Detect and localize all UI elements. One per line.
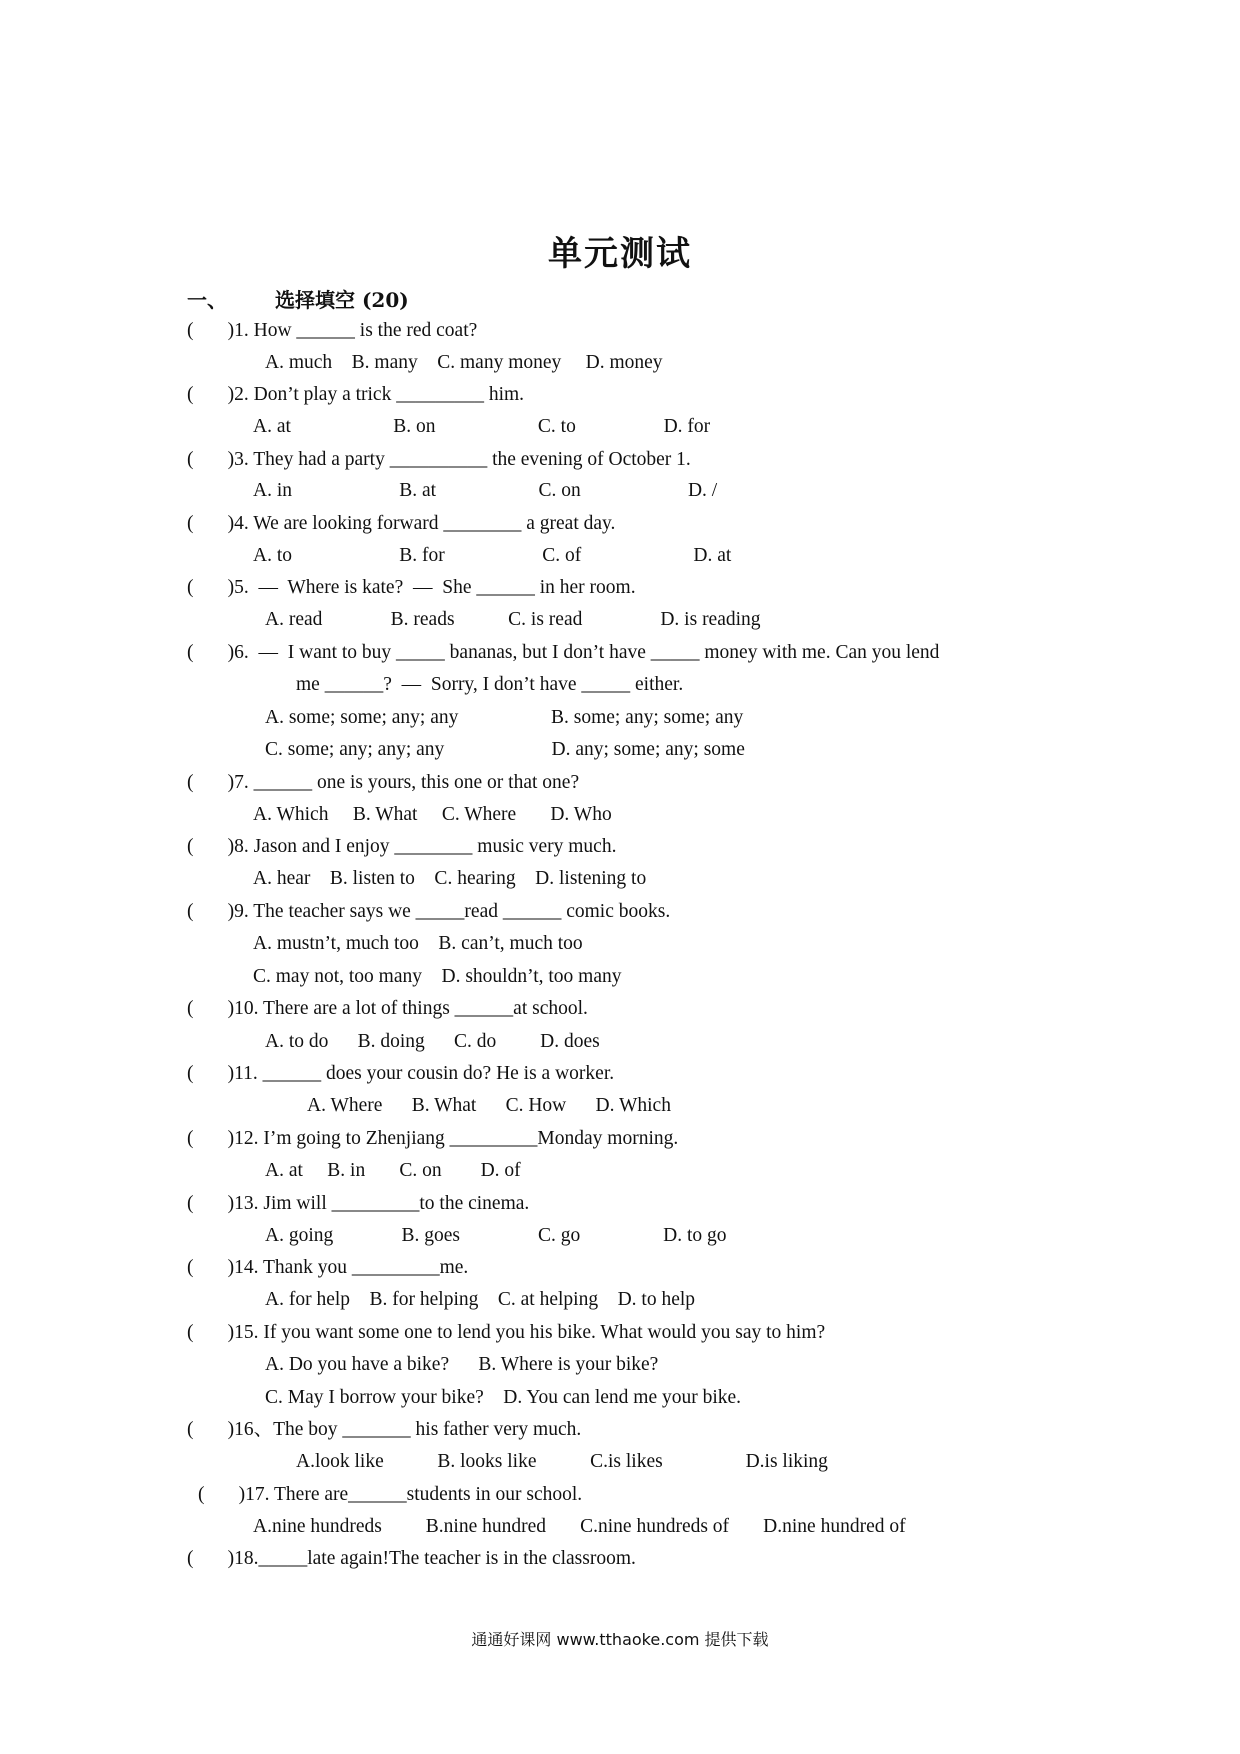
option-line: A. hear B. listen to C. hearing D. listening to: [253, 868, 647, 889]
option-line: A. at B. on C. to D. for: [253, 416, 711, 437]
question-line: ( )3. They had a party __________ the evening of October 1.: [187, 449, 691, 470]
option-line: C. some; any; any; any D. any; some; any; some: [265, 739, 745, 760]
question-line: ( )2. Don’t play a trick _________ him.: [187, 384, 525, 405]
option-line: A. to B. for C. of D. at: [253, 545, 732, 566]
question-line: ( )13. Jim will _________to the cinema.: [187, 1193, 530, 1214]
question-line: ( )15. If you want some one to lend you his bike. What would you say to him?: [187, 1322, 826, 1343]
option-line: A. some; some; any; any B. some; any; some; any: [265, 707, 744, 728]
option-line: A. mustn’t, much too B. can’t, much too: [253, 933, 583, 954]
question-line: ( )11. ______ does your cousin do? He is a worker.: [187, 1063, 615, 1084]
question-line: ( )16、The boy _______ his father very much.: [187, 1419, 582, 1440]
footer-credit: 通通好课网 www.tthaoke.com 提供下载: [471, 1630, 769, 1649]
question-line: ( )8. Jason and I enjoy ________ music very much.: [187, 836, 617, 857]
question-line: ( )7. ______ one is yours, this one or that one?: [187, 772, 580, 793]
question-continuation: me ______? — Sorry, I don’t have _____ either.: [296, 674, 684, 695]
question-line: ( )14. Thank you _________me.: [187, 1257, 469, 1278]
section-label: 选择填空 (20): [275, 288, 409, 312]
option-line: A. at B. in C. on D. of: [265, 1160, 521, 1181]
option-line: A. for help B. for helping C. at helping D. to help: [265, 1289, 696, 1310]
question-line: ( )10. There are a lot of things ______at school.: [187, 998, 588, 1019]
question-line: ( )9. The teacher says we _____read ______ comic books.: [187, 901, 671, 922]
option-line: A. Which B. What C. Where D. Who: [253, 804, 612, 825]
option-line: A. Do you have a bike? B. Where is your bike?: [265, 1354, 659, 1375]
option-line: A. in B. at C. on D. /: [253, 480, 718, 501]
page-title: 单元测试: [548, 234, 692, 274]
option-line: A. much B. many C. many money D. money: [265, 352, 663, 373]
question-line: ( )18._____late again!The teacher is in the classroom.: [187, 1548, 636, 1569]
section-number: 一、: [187, 288, 227, 312]
option-line: A. Where B. What C. How D. Which: [307, 1095, 671, 1116]
option-line: A. going B. goes C. go D. to go: [265, 1225, 727, 1246]
option-line: A.look like B. looks like C.is likes D.is liking: [296, 1451, 828, 1472]
question-line: ( )1. How ______ is the red coat?: [187, 320, 478, 341]
question-line: ( )4. We are looking forward ________ a great day.: [187, 513, 616, 534]
question-line: ( )17. There are______students in our school.: [198, 1484, 583, 1505]
question-line: ( )6. — I want to buy _____ bananas, but I don’t have _____ money with me. Can you lend: [187, 642, 940, 663]
option-line: C. May I borrow your bike? D. You can lend me your bike.: [265, 1387, 742, 1408]
question-line: ( )12. I’m going to Zhenjiang _________Monday morning.: [187, 1128, 679, 1149]
question-line: ( )5. — Where is kate? — She ______ in her room.: [187, 577, 636, 598]
section-heading: [187, 284, 409, 313]
option-line: A.nine hundreds B.nine hundred C.nine hundreds of D.nine hundred of: [253, 1516, 906, 1537]
option-line: C. may not, too many D. shouldn’t, too many: [253, 966, 622, 987]
option-line: A. to do B. doing C. do D. does: [265, 1031, 600, 1052]
option-line: A. read B. reads C. is read D. is reading: [265, 609, 761, 630]
